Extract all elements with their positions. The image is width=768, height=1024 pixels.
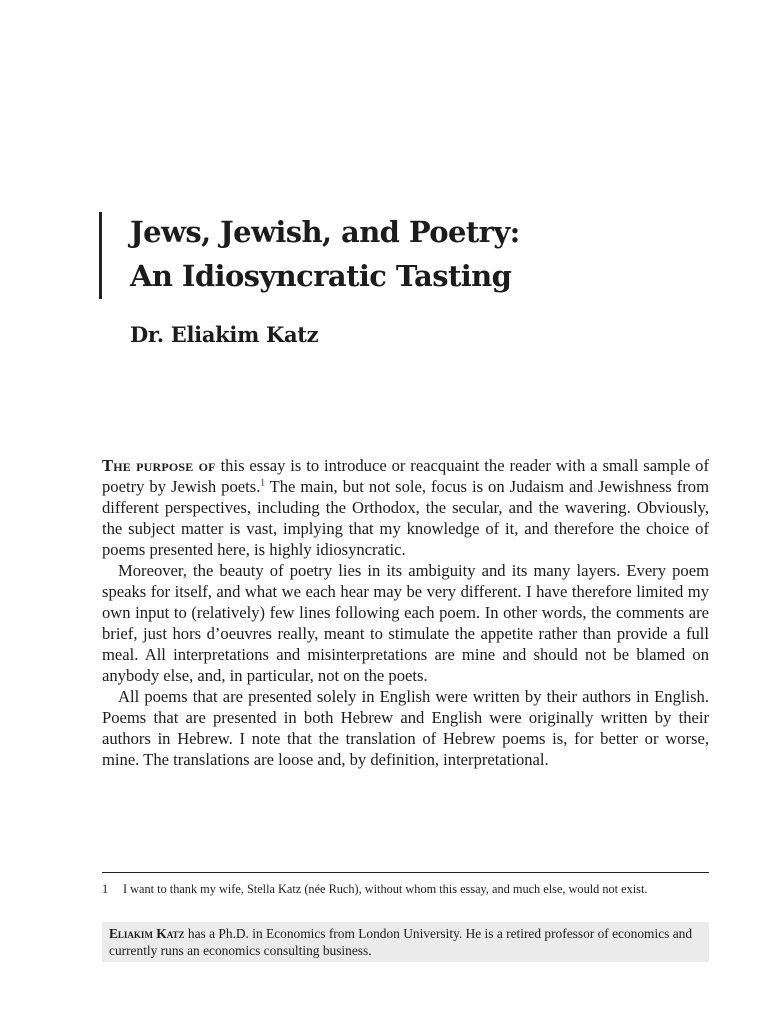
paragraph-1-text-b: The main, but not sole, focus is on Judaism and Jewishness from different perspectives, including the Orthodox, the secular, and the wavering. Obviously, the subject matter is vast, implying that my knowledge of it, and therefore the choice of poems presented here, is highly idiosyncratic. — [102, 477, 709, 559]
body-paragraph-3: All poems that are presented solely in English were written by their authors in English. Poems that are presented in both Hebrew and English were originally written by their authors in Hebrew. I note that the translation of Hebrew poems is, for better or worse, mine. The translations are loose and, by definition, interpretational. — [102, 687, 709, 769]
footnote-text: I want to thank my wife, Stella Katz (née Ruch), without whom this essay, and much else, would not exist. — [123, 882, 648, 896]
author-bio-name: Eliakim Katz — [109, 926, 185, 941]
footnote-number: 1 — [102, 882, 109, 896]
article-title-line-2: An Idiosyncratic Tasting — [130, 259, 512, 293]
article-body — [102, 455, 709, 770]
article-title — [130, 210, 730, 298]
footnote-reference[interactable]: 1 — [260, 477, 265, 488]
body-paragraph-2: Moreover, the beauty of poetry lies in its ambiguity and its many layers. Every poem speaks for itself, and what we each hear may be very different. I have therefore limited my own input to (relatively) few lines following each poem. In other words, the comments are brief, just hors d’oeuvres really, meant to stimulate the appetite rather than provide a full meal. All interpretations and misinterpretations are mine and should not be blamed on anybody else, and, in particular, not on the poets. — [102, 561, 709, 685]
author-bio-box — [102, 922, 709, 962]
article-author: Dr. Eliakim Katz — [130, 322, 319, 347]
footnote — [102, 881, 709, 897]
footnote-divider — [102, 872, 709, 873]
body-paragraph-1 — [102, 455, 709, 560]
title-accent-bar — [99, 212, 102, 299]
article-title-line-1: Jews, Jewish, and Poetry: — [130, 215, 520, 249]
paragraph-1-text-a: this essay is to introduce or reacquaint the reader with a small sample of poetry by Jewish poets. — [102, 456, 710, 496]
paragraph-lead-in: The purpose of — [102, 456, 216, 475]
author-bio-text: has a Ph.D. in Economics from London University. He is a retired professor of economics and currently runs an economics consulting business. — [109, 926, 693, 958]
